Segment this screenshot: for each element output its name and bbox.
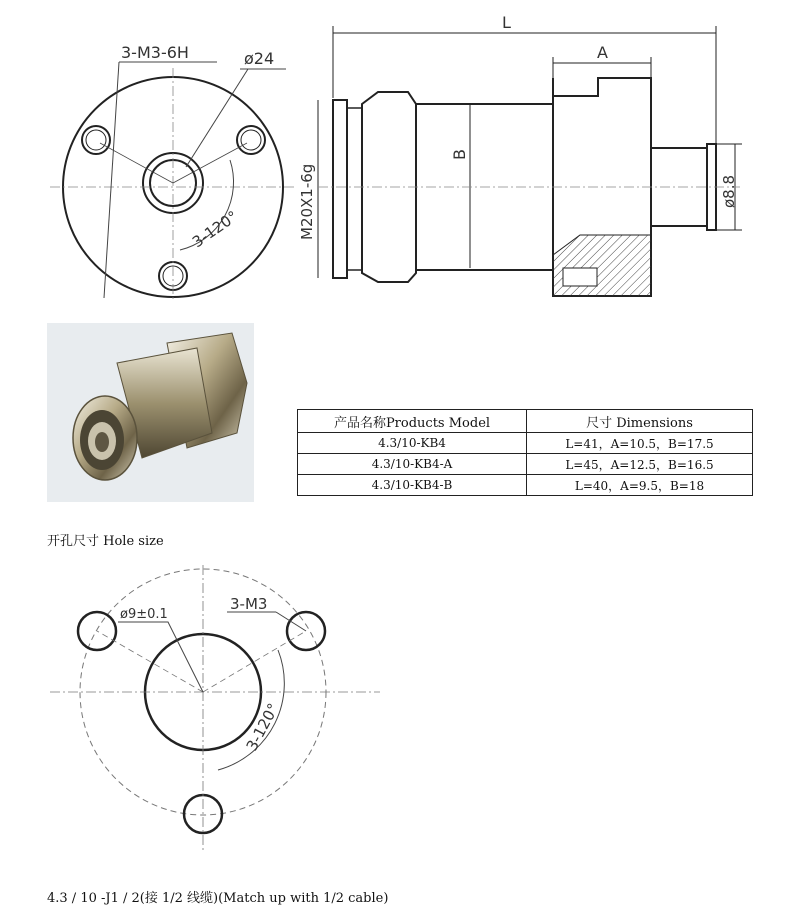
label-b: B bbox=[450, 149, 469, 160]
mount-hole-left-inner bbox=[86, 130, 106, 150]
label-diameter-24: ø24 bbox=[244, 49, 275, 68]
label-center-hole: ø9±0.1 bbox=[120, 607, 168, 622]
connector-illustration bbox=[47, 323, 254, 502]
hole-size-title: 开孔尺寸 Hole size bbox=[47, 534, 164, 549]
label-thread-holes: 3-M3-6H bbox=[121, 43, 189, 62]
label-a: A bbox=[597, 43, 608, 62]
header-model: 产品名称Products Model bbox=[298, 410, 527, 433]
cell-dimensions: L=41，A=10.5，B=17.5 bbox=[527, 433, 753, 454]
spec-table bbox=[297, 409, 753, 496]
table-row bbox=[298, 454, 753, 475]
cell-model: 4.3/10-KB4-A bbox=[298, 454, 527, 475]
cell-model: 4.3/10-KB4-B bbox=[298, 475, 527, 496]
cell-model: 4.3/10-KB4 bbox=[298, 433, 527, 454]
label-pin-diameter: ø8.8 bbox=[720, 174, 738, 208]
footer-caption: 4.3 / 10 -J1 / 2(接 1/2 线缆)(Match up with 1/2 cable) bbox=[47, 891, 389, 906]
table-row bbox=[298, 433, 753, 454]
front-view bbox=[50, 62, 296, 300]
product-photo bbox=[47, 323, 254, 502]
cell-dimensions: L=40，A=9.5，B=18 bbox=[527, 475, 753, 496]
label-length: L bbox=[502, 13, 511, 32]
label-angle: 3-120° bbox=[188, 207, 242, 252]
label-hole-threads: 3-M3 bbox=[230, 595, 268, 613]
header-dimensions: 尺寸 Dimensions bbox=[527, 410, 753, 433]
cell-dimensions: L=45，A=12.5，B=16.5 bbox=[527, 454, 753, 475]
label-thread: M20X1-6g bbox=[298, 163, 316, 240]
table-header-row bbox=[298, 410, 753, 433]
side-view bbox=[318, 26, 742, 296]
hole-size-view bbox=[50, 565, 380, 850]
mount-hole-right-inner bbox=[241, 130, 261, 150]
label-hole-angle: 3-120° bbox=[242, 700, 283, 754]
table-row bbox=[298, 475, 753, 496]
